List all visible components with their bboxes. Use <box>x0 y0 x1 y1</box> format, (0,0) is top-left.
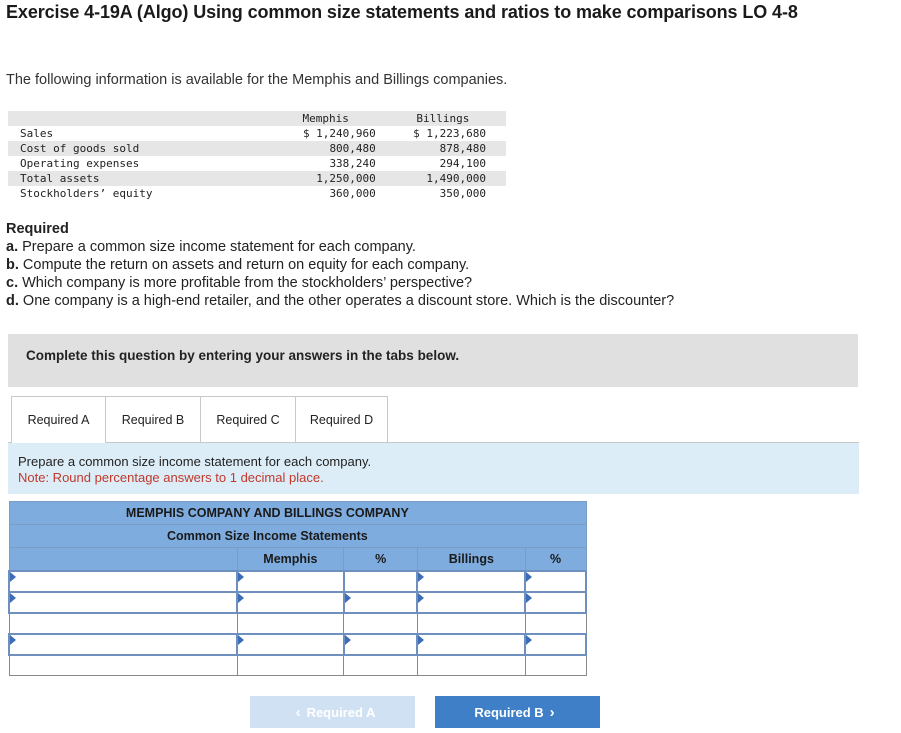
table-row <box>9 634 586 655</box>
item-letter: a. <box>6 239 19 255</box>
line-item-dropdown[interactable] <box>9 571 237 592</box>
billings-value: 294,100 <box>380 156 506 171</box>
billings-amount-input[interactable] <box>418 572 524 591</box>
billings-amount-cell[interactable] <box>417 571 525 592</box>
tab-required-c[interactable]: Required C <box>200 396 296 442</box>
memphis-amount-cell[interactable] <box>237 634 344 655</box>
chevron-right-icon: › <box>549 703 555 721</box>
billings-amount-cell[interactable] <box>417 655 525 676</box>
table-row <box>8 171 506 186</box>
memphis-pct-input[interactable] <box>345 572 417 591</box>
item-text: Compute the return on assets and return on equity for each company. <box>18 257 470 273</box>
line-item-input[interactable] <box>10 656 237 675</box>
billings-amount-cell[interactable] <box>417 592 525 613</box>
memphis-pct-cell[interactable] <box>344 655 418 676</box>
memphis-pct-input[interactable] <box>345 635 417 654</box>
memphis-pct-cell[interactable] <box>344 613 418 634</box>
memphis-amount-input[interactable] <box>238 572 343 591</box>
billings-pct-cell[interactable] <box>525 571 586 592</box>
line-item-dropdown[interactable] <box>9 634 237 655</box>
memphis-amount-cell[interactable] <box>237 655 344 676</box>
billings-value: 1,490,000 <box>380 171 506 186</box>
tab-required-a[interactable]: Required A <box>11 396 106 443</box>
table-title-filler <box>525 502 586 525</box>
billings-amount-cell[interactable] <box>417 613 525 634</box>
tab-bar <box>11 396 387 443</box>
billings-amount-cell[interactable] <box>417 634 525 655</box>
intro-text: The following information is available for the Memphis and Billings companies. <box>6 72 508 88</box>
item-text: Prepare a common size income statement for each company. <box>18 239 416 255</box>
required-item-b <box>6 256 674 274</box>
item-text: Which company is more profitable from the stockholders’ perspective? <box>18 275 473 291</box>
row-label: Stockholders’ equity <box>8 186 272 201</box>
next-required-button[interactable] <box>435 696 600 728</box>
memphis-value: 338,240 <box>272 156 380 171</box>
memphis-amount-cell[interactable] <box>237 592 344 613</box>
line-item-input[interactable] <box>10 593 236 612</box>
required-item-d <box>6 292 674 310</box>
table-row <box>8 126 506 141</box>
table-title-row <box>9 502 586 525</box>
billings-value: $ 1,223,680 <box>380 126 506 141</box>
memphis-value: $ 1,240,960 <box>272 126 380 141</box>
table-subtitle-row <box>9 525 586 548</box>
line-item-cell[interactable] <box>9 613 237 634</box>
item-letter: d. <box>6 293 19 309</box>
line-item-cell[interactable] <box>9 655 237 676</box>
billings-amount-input[interactable] <box>418 635 524 654</box>
billings-pct-input[interactable] <box>526 614 586 633</box>
instruction-banner <box>8 334 858 387</box>
memphis-value: 1,250,000 <box>272 171 380 186</box>
col-header-pct-billings: % <box>525 548 586 572</box>
memphis-pct-cell[interactable] <box>344 634 418 655</box>
billings-pct-input[interactable] <box>526 656 586 675</box>
common-size-table <box>8 501 587 676</box>
billings-pct-input[interactable] <box>526 593 585 612</box>
memphis-pct-input[interactable] <box>344 656 417 675</box>
row-label: Cost of goods sold <box>8 141 272 156</box>
table-row <box>9 592 586 613</box>
next-button-label: Required B <box>474 704 544 720</box>
table-header-row <box>8 111 506 126</box>
column-header-row <box>9 548 586 572</box>
row-label: Total assets <box>8 171 272 186</box>
billings-pct-input[interactable] <box>526 635 585 654</box>
row-label: Operating expenses <box>8 156 272 171</box>
tab-required-d[interactable]: Required D <box>295 396 388 442</box>
col-header-memphis: Memphis <box>237 548 344 572</box>
billings-amount-input[interactable] <box>418 614 525 633</box>
tab-required-b[interactable]: Required B <box>105 396 201 442</box>
memphis-pct-input[interactable] <box>345 593 417 612</box>
required-section <box>6 220 674 310</box>
billings-pct-cell[interactable] <box>525 655 586 676</box>
table-row <box>8 156 506 171</box>
table-row <box>9 613 586 634</box>
row-label: Sales <box>8 126 272 141</box>
prompt-panel <box>8 443 859 494</box>
table-row <box>9 571 586 592</box>
header-memphis: Memphis <box>272 111 380 126</box>
memphis-amount-cell[interactable] <box>237 571 344 592</box>
billings-pct-input[interactable] <box>526 572 585 591</box>
memphis-amount-input[interactable] <box>238 614 344 633</box>
header-blank <box>8 111 272 126</box>
memphis-pct-input[interactable] <box>344 614 417 633</box>
prompt-text: Prepare a common size income statement for each company. <box>18 454 372 469</box>
memphis-value: 360,000 <box>272 186 380 201</box>
line-item-input[interactable] <box>10 572 236 591</box>
table-subtitle: Common Size Income Statements <box>9 525 525 548</box>
item-text: One company is a high-end retailer, and the other operates a discount store. Which is the discounter? <box>18 293 675 309</box>
table-row <box>8 186 506 201</box>
table-row <box>8 141 506 156</box>
col-header-pct-memphis: % <box>344 548 418 572</box>
prev-button-label: Required A <box>306 704 376 720</box>
rounding-note: Note: Round percentage answers to 1 decimal place. <box>18 470 324 485</box>
header-billings: Billings <box>380 111 506 126</box>
instruction-text: Complete this question by entering your answers in the tabs below. <box>26 348 460 363</box>
billings-pct-cell[interactable] <box>525 592 586 613</box>
item-letter: b. <box>6 257 19 273</box>
prev-required-button[interactable] <box>250 696 415 728</box>
memphis-pct-cell[interactable] <box>344 592 418 613</box>
line-item-dropdown[interactable] <box>9 592 237 613</box>
table-subtitle-filler <box>525 525 586 548</box>
page-title: Exercise 4-19A (Algo) Using common size statements and ratios to make comparisons LO 4-8 <box>6 2 798 22</box>
col-header-blank <box>9 548 237 572</box>
billings-value: 878,480 <box>380 141 506 156</box>
memphis-pct-cell[interactable] <box>344 571 418 592</box>
required-item-a <box>6 238 674 256</box>
billings-amount-input[interactable] <box>418 593 524 612</box>
col-header-billings: Billings <box>417 548 525 572</box>
line-item-input[interactable] <box>10 635 236 654</box>
required-item-c <box>6 274 674 292</box>
line-item-input[interactable] <box>10 614 237 633</box>
billings-amount-input[interactable] <box>418 656 525 675</box>
chevron-left-icon: ‹ <box>295 703 301 721</box>
billings-value: 350,000 <box>380 186 506 201</box>
memphis-amount-input[interactable] <box>238 656 344 675</box>
table-title: MEMPHIS COMPANY AND BILLINGS COMPANY <box>9 502 525 525</box>
memphis-amount-input[interactable] <box>238 635 343 654</box>
billings-pct-cell[interactable] <box>525 613 586 634</box>
required-heading: Required <box>6 221 69 237</box>
table-row <box>9 655 586 676</box>
memphis-value: 800,480 <box>272 141 380 156</box>
memphis-amount-input[interactable] <box>238 593 343 612</box>
memphis-amount-cell[interactable] <box>237 613 344 634</box>
billings-pct-cell[interactable] <box>525 634 586 655</box>
company-data-table <box>8 111 506 201</box>
item-letter: c. <box>6 275 19 291</box>
